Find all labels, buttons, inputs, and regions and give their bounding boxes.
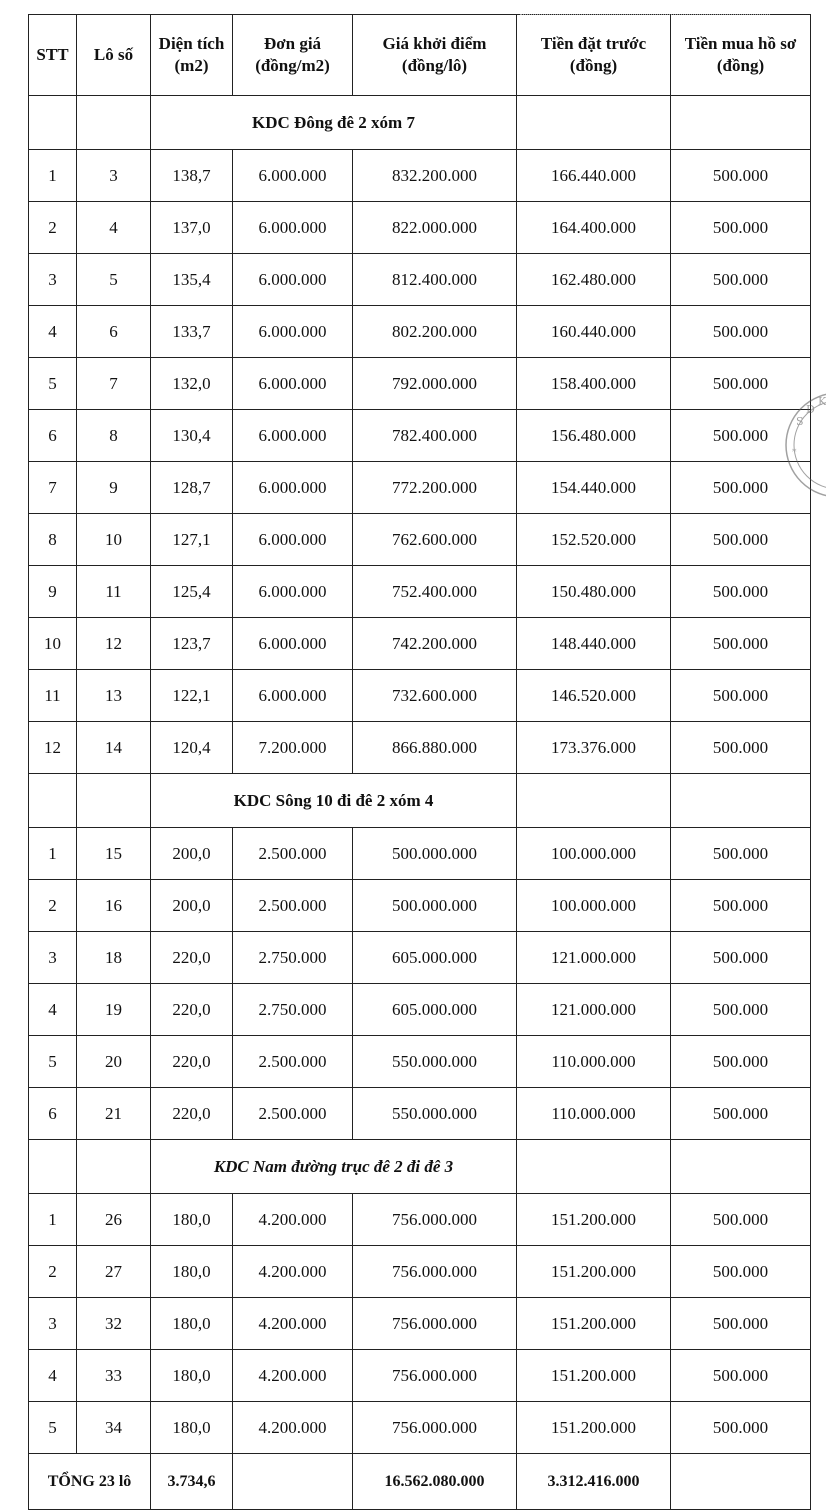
cell-lot-number: 27: [77, 1246, 151, 1298]
cell-unit-price: 4.200.000: [233, 1402, 353, 1454]
cell-starting-price: 866.880.000: [353, 722, 517, 774]
cell-lot-number: 5: [77, 254, 151, 306]
cell-unit-price: 7.200.000: [233, 722, 353, 774]
cell-lot-number: 26: [77, 1194, 151, 1246]
cell-deposit: 151.200.000: [517, 1350, 671, 1402]
cell-lot-number: 11: [77, 566, 151, 618]
section-empty-cell: [517, 774, 671, 828]
cell-starting-price: 550.000.000: [353, 1088, 517, 1140]
cell-area: 220,0: [151, 932, 233, 984]
svg-text:*: *: [792, 448, 797, 458]
header-stt: STT: [29, 15, 77, 96]
cell-stt: 4: [29, 1350, 77, 1402]
cell-area: 180,0: [151, 1194, 233, 1246]
cell-area: 200,0: [151, 880, 233, 932]
table-row: [29, 566, 811, 618]
cell-stt: 9: [29, 566, 77, 618]
cell-stt: 3: [29, 1298, 77, 1350]
auction-lots-table: [28, 14, 811, 1510]
table-header-row: [29, 15, 811, 96]
cell-deposit: 110.000.000: [517, 1088, 671, 1140]
cell-area: 132,0: [151, 358, 233, 410]
cell-starting-price: 732.600.000: [353, 670, 517, 722]
cell-dossier-fee: 500.000: [671, 880, 811, 932]
svg-text:S: S: [796, 415, 804, 428]
total-row: [29, 1454, 811, 1510]
cell-starting-price: 782.400.000: [353, 410, 517, 462]
table-row: [29, 410, 811, 462]
stamp-seal-icon: [776, 385, 826, 505]
cell-deposit: 162.480.000: [517, 254, 671, 306]
cell-unit-price: 6.000.000: [233, 358, 353, 410]
cell-unit-price: 6.000.000: [233, 410, 353, 462]
table-row: [29, 1350, 811, 1402]
cell-starting-price: 822.000.000: [353, 202, 517, 254]
cell-stt: 4: [29, 306, 77, 358]
cell-lot-number: 33: [77, 1350, 151, 1402]
cell-starting-price: 550.000.000: [353, 1036, 517, 1088]
table-row: [29, 1402, 811, 1454]
cell-deposit: 152.520.000: [517, 514, 671, 566]
cell-area: 180,0: [151, 1246, 233, 1298]
cell-unit-price: 2.500.000: [233, 828, 353, 880]
cell-starting-price: 762.600.000: [353, 514, 517, 566]
cell-dossier-fee: 500.000: [671, 722, 811, 774]
table-row: [29, 306, 811, 358]
total-deposit: 3.312.416.000: [517, 1454, 671, 1510]
cell-unit-price: 6.000.000: [233, 670, 353, 722]
cell-dossier-fee: 500.000: [671, 1402, 811, 1454]
cell-starting-price: 500.000.000: [353, 880, 517, 932]
cell-unit-price: 6.000.000: [233, 202, 353, 254]
table-row: [29, 1036, 811, 1088]
cell-unit-price: 6.000.000: [233, 254, 353, 306]
cell-area: 220,0: [151, 1036, 233, 1088]
cell-stt: 2: [29, 880, 77, 932]
cell-unit-price: 6.000.000: [233, 306, 353, 358]
cell-starting-price: 752.400.000: [353, 566, 517, 618]
total-dossier-fee: [671, 1454, 811, 1510]
scan-edge-mark: [520, 14, 770, 21]
cell-starting-price: 756.000.000: [353, 1298, 517, 1350]
cell-dossier-fee: 500.000: [671, 462, 811, 514]
table-row: [29, 984, 811, 1036]
header-deposit: Tiền đặt trước (đồng): [517, 15, 671, 96]
section-empty-cell: [517, 1140, 671, 1194]
cell-stt: 5: [29, 1036, 77, 1088]
cell-area: 130,4: [151, 410, 233, 462]
cell-dossier-fee: 500.000: [671, 1194, 811, 1246]
cell-lot-number: 13: [77, 670, 151, 722]
cell-unit-price: 2.500.000: [233, 1036, 353, 1088]
cell-dossier-fee: 500.000: [671, 1298, 811, 1350]
cell-lot-number: 32: [77, 1298, 151, 1350]
cell-deposit: 121.000.000: [517, 984, 671, 1036]
cell-deposit: 164.400.000: [517, 202, 671, 254]
cell-area: 127,1: [151, 514, 233, 566]
section-empty-cell: [77, 1140, 151, 1194]
cell-stt: 6: [29, 1088, 77, 1140]
cell-area: 133,7: [151, 306, 233, 358]
cell-unit-price: 6.000.000: [233, 566, 353, 618]
cell-deposit: 110.000.000: [517, 1036, 671, 1088]
cell-unit-price: 4.200.000: [233, 1246, 353, 1298]
cell-dossier-fee: 500.000: [671, 514, 811, 566]
cell-dossier-fee: 500.000: [671, 254, 811, 306]
cell-area: 138,7: [151, 150, 233, 202]
cell-dossier-fee: 500.000: [671, 670, 811, 722]
cell-stt: 11: [29, 670, 77, 722]
cell-deposit: 160.440.000: [517, 306, 671, 358]
cell-starting-price: 802.200.000: [353, 306, 517, 358]
cell-starting-price: 772.200.000: [353, 462, 517, 514]
section-empty-cell: [29, 774, 77, 828]
section-title: KDC Nam đường trục đê 2 đi đê 3: [151, 1140, 517, 1194]
cell-deposit: 100.000.000: [517, 828, 671, 880]
cell-area: 180,0: [151, 1402, 233, 1454]
cell-lot-number: 15: [77, 828, 151, 880]
cell-lot-number: 16: [77, 880, 151, 932]
cell-unit-price: 4.200.000: [233, 1194, 353, 1246]
cell-dossier-fee: 500.000: [671, 410, 811, 462]
section-title: KDC Đông đê 2 xóm 7: [151, 96, 517, 150]
cell-lot-number: 34: [77, 1402, 151, 1454]
cell-stt: 5: [29, 358, 77, 410]
header-starting-price: Giá khởi điểm (đồng/lô): [353, 15, 517, 96]
cell-area: 123,7: [151, 618, 233, 670]
cell-lot-number: 7: [77, 358, 151, 410]
cell-unit-price: 2.750.000: [233, 932, 353, 984]
cell-lot-number: 8: [77, 410, 151, 462]
cell-starting-price: 756.000.000: [353, 1350, 517, 1402]
cell-deposit: 156.480.000: [517, 410, 671, 462]
cell-stt: 5: [29, 1402, 77, 1454]
section-empty-cell: [517, 96, 671, 150]
cell-dossier-fee: 500.000: [671, 566, 811, 618]
cell-lot-number: 6: [77, 306, 151, 358]
section-empty-cell: [29, 1140, 77, 1194]
cell-deposit: 173.376.000: [517, 722, 671, 774]
cell-stt: 8: [29, 514, 77, 566]
section-empty-cell: [77, 96, 151, 150]
cell-deposit: 151.200.000: [517, 1246, 671, 1298]
cell-lot-number: 4: [77, 202, 151, 254]
cell-stt: 3: [29, 254, 77, 306]
cell-stt: 6: [29, 410, 77, 462]
table-row: [29, 1246, 811, 1298]
cell-deposit: 158.400.000: [517, 358, 671, 410]
section-empty-cell: [671, 1140, 811, 1194]
header-unit-price: Đơn giá (đồng/m2): [233, 15, 353, 96]
cell-dossier-fee: 500.000: [671, 984, 811, 1036]
table-row: [29, 1088, 811, 1140]
section-empty-cell: [671, 774, 811, 828]
cell-unit-price: 6.000.000: [233, 150, 353, 202]
cell-area: 200,0: [151, 828, 233, 880]
cell-lot-number: 10: [77, 514, 151, 566]
cell-deposit: 151.200.000: [517, 1194, 671, 1246]
table-row: [29, 618, 811, 670]
cell-area: 122,1: [151, 670, 233, 722]
header-dossier-fee: Tiền mua hồ sơ (đồng): [671, 15, 811, 96]
cell-area: 125,4: [151, 566, 233, 618]
table-row: [29, 880, 811, 932]
cell-stt: 2: [29, 202, 77, 254]
cell-dossier-fee: 500.000: [671, 932, 811, 984]
cell-stt: 7: [29, 462, 77, 514]
table-body: [29, 96, 811, 1454]
total-area: 3.734,6: [151, 1454, 233, 1510]
cell-dossier-fee: 500.000: [671, 358, 811, 410]
cell-lot-number: 19: [77, 984, 151, 1036]
cell-starting-price: 605.000.000: [353, 932, 517, 984]
cell-starting-price: 812.400.000: [353, 254, 517, 306]
cell-unit-price: 2.500.000: [233, 1088, 353, 1140]
cell-unit-price: 4.200.000: [233, 1350, 353, 1402]
svg-text:D: D: [806, 403, 815, 416]
cell-dossier-fee: 500.000: [671, 828, 811, 880]
cell-area: 135,4: [151, 254, 233, 306]
cell-stt: 1: [29, 150, 77, 202]
section-header-row: [29, 96, 811, 150]
section-empty-cell: [77, 774, 151, 828]
document-page: [28, 14, 810, 1510]
cell-stt: 3: [29, 932, 77, 984]
cell-unit-price: 6.000.000: [233, 514, 353, 566]
cell-lot-number: 14: [77, 722, 151, 774]
cell-stt: 4: [29, 984, 77, 1036]
table-row: [29, 514, 811, 566]
cell-starting-price: 742.200.000: [353, 618, 517, 670]
cell-area: 180,0: [151, 1350, 233, 1402]
cell-area: 120,4: [151, 722, 233, 774]
cell-starting-price: 605.000.000: [353, 984, 517, 1036]
table-row: [29, 828, 811, 880]
cell-lot-number: 9: [77, 462, 151, 514]
cell-dossier-fee: 500.000: [671, 1088, 811, 1140]
cell-unit-price: 6.000.000: [233, 462, 353, 514]
cell-area: 220,0: [151, 984, 233, 1036]
section-empty-cell: [29, 96, 77, 150]
cell-lot-number: 3: [77, 150, 151, 202]
cell-lot-number: 18: [77, 932, 151, 984]
table-row: [29, 1194, 811, 1246]
table-row: [29, 462, 811, 514]
header-area: Diện tích (m2): [151, 15, 233, 96]
cell-starting-price: 792.000.000: [353, 358, 517, 410]
cell-lot-number: 12: [77, 618, 151, 670]
cell-starting-price: 500.000.000: [353, 828, 517, 880]
cell-dossier-fee: 500.000: [671, 1036, 811, 1088]
cell-deposit: 150.480.000: [517, 566, 671, 618]
total-label: TỔNG 23 lô: [29, 1454, 151, 1510]
cell-dossier-fee: 500.000: [671, 150, 811, 202]
cell-area: 128,7: [151, 462, 233, 514]
section-title: KDC Sông 10 đi đê 2 xóm 4: [151, 774, 517, 828]
section-empty-cell: [671, 96, 811, 150]
cell-unit-price: 2.750.000: [233, 984, 353, 1036]
svg-text:K: K: [818, 395, 826, 408]
cell-dossier-fee: 500.000: [671, 618, 811, 670]
cell-starting-price: 832.200.000: [353, 150, 517, 202]
cell-stt: 12: [29, 722, 77, 774]
cell-starting-price: 756.000.000: [353, 1246, 517, 1298]
cell-unit-price: 4.200.000: [233, 1298, 353, 1350]
cell-area: 137,0: [151, 202, 233, 254]
header-lot-number: Lô số: [77, 15, 151, 96]
cell-starting-price: 756.000.000: [353, 1194, 517, 1246]
section-header-row: [29, 1140, 811, 1194]
cell-stt: 1: [29, 1194, 77, 1246]
table-row: [29, 670, 811, 722]
total-starting-price: 16.562.080.000: [353, 1454, 517, 1510]
cell-unit-price: 6.000.000: [233, 618, 353, 670]
cell-deposit: 166.440.000: [517, 150, 671, 202]
cell-deposit: 151.200.000: [517, 1298, 671, 1350]
cell-deposit: 121.000.000: [517, 932, 671, 984]
table-row: [29, 1298, 811, 1350]
cell-deposit: 151.200.000: [517, 1402, 671, 1454]
cell-area: 220,0: [151, 1088, 233, 1140]
total-unit-price: [233, 1454, 353, 1510]
cell-area: 180,0: [151, 1298, 233, 1350]
cell-unit-price: 2.500.000: [233, 880, 353, 932]
cell-stt: 2: [29, 1246, 77, 1298]
cell-deposit: 146.520.000: [517, 670, 671, 722]
cell-deposit: 148.440.000: [517, 618, 671, 670]
cell-stt: 10: [29, 618, 77, 670]
cell-starting-price: 756.000.000: [353, 1402, 517, 1454]
table-row: [29, 202, 811, 254]
table-row: [29, 932, 811, 984]
section-header-row: [29, 774, 811, 828]
cell-dossier-fee: 500.000: [671, 1350, 811, 1402]
table-row: [29, 254, 811, 306]
official-stamp-fragment: [776, 385, 826, 505]
cell-dossier-fee: 500.000: [671, 202, 811, 254]
table-row: [29, 722, 811, 774]
cell-lot-number: 21: [77, 1088, 151, 1140]
cell-deposit: 154.440.000: [517, 462, 671, 514]
cell-dossier-fee: 500.000: [671, 306, 811, 358]
cell-dossier-fee: 500.000: [671, 1246, 811, 1298]
cell-lot-number: 20: [77, 1036, 151, 1088]
cell-deposit: 100.000.000: [517, 880, 671, 932]
table-row: [29, 150, 811, 202]
cell-stt: 1: [29, 828, 77, 880]
table-row: [29, 358, 811, 410]
